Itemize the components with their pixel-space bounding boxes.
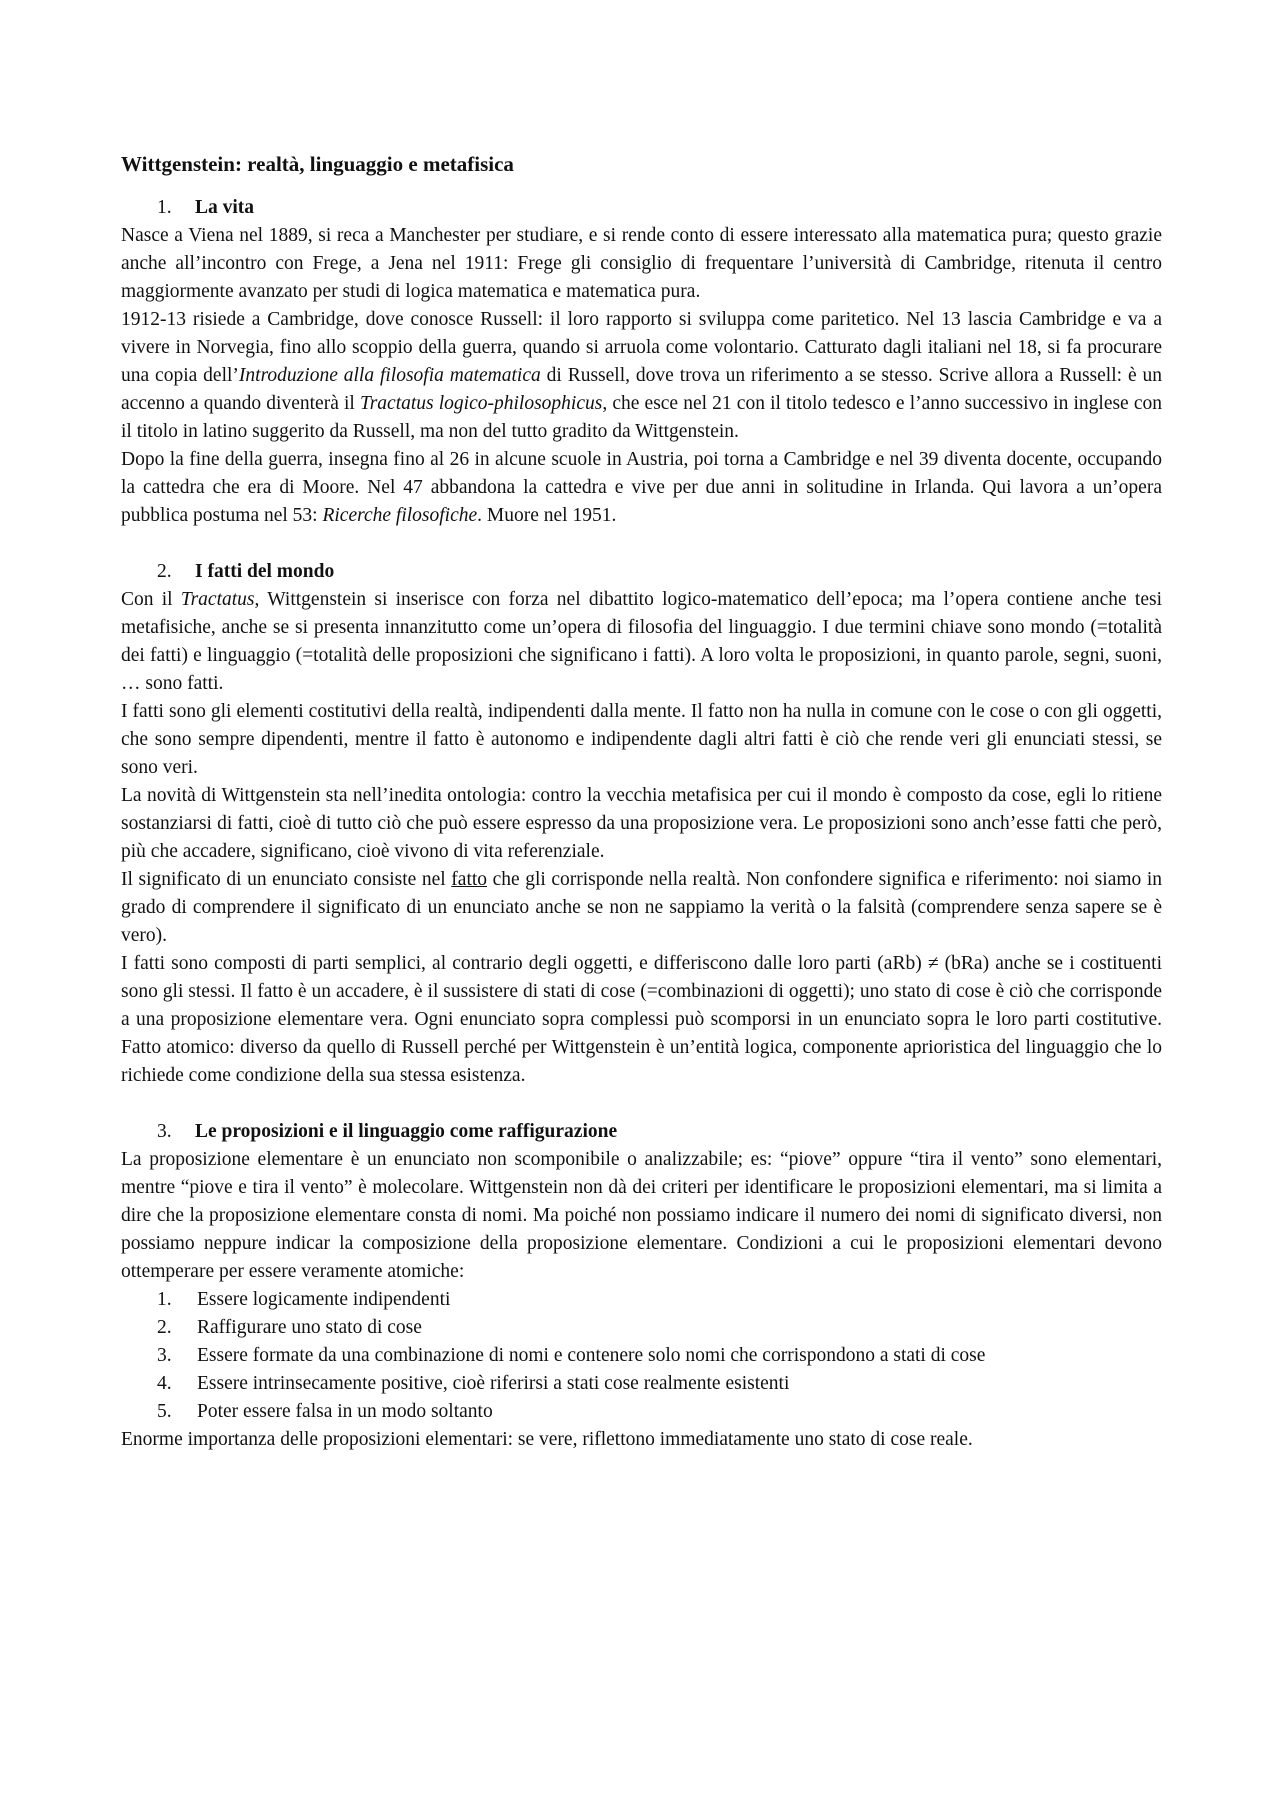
paragraph: Il significato di un enunciato consiste nel fatto che gli corrisponde nella realtà. Non confondere significa e riferimento: noi siamo in grado di comprendere il significato di un enunciato anche se non ne sappiamo la verità o la falsità (comprendere senza sapere se è vero). (121, 869, 1162, 946)
paragraph: Enorme importanza delle proposizioni elementari: se vere, riflettono immediatamente uno stato di cose reale. (121, 1429, 973, 1450)
section-number: 2. (157, 561, 172, 582)
paragraph: Con il Tractatus, Wittgenstein si inserisce con forza nel dibattito logico-matematico dell’epoca; ma l’opera contiene anche tesi metafisiche, anche se si presenta innanzitutto come un’opera di filosofia del linguaggio. I due termini chiave sono mondo (=totalità dei fatti) e linguaggio (=totalità delle proposizioni che significano i fatti). A loro volta le proposizioni, in quanto parole, segni, suoni, … sono fatti. (121, 589, 1162, 694)
paragraph: I fatti sono gli elementi costitutivi della realtà, indipendenti dalla mente. Il fatto non ha nulla in comune con le cose o con gli oggetti, che sono sempre dipendenti, mentre il fatto è autonomo e indipendente dagli altri fatti è ciò che rende veri gli enunciati stessi, se sono veri. (121, 701, 1162, 778)
section-title: I fatti del mondo (195, 561, 335, 582)
paragraph: Nasce a Viena nel 1889, si reca a Manchester per studiare, e si rende conto di essere interessato alla matematica pura; questo grazie anche all’incontro con Frege, a Jena nel 1911: Frege gli consiglio di frequentare l’università di Cambridge, ritenuta il centro maggiormente avanzato per studi di logica matematica e matematica pura. (121, 225, 1162, 302)
section-number: 3. (157, 1121, 172, 1142)
page-title: Wittgenstein: realtà, linguaggio e metafisica (121, 152, 514, 176)
list-item: 2. Raffigurare uno stato di cose (157, 1317, 422, 1338)
paragraph: 1912-13 risiede a Cambridge, dove conosce Russell: il loro rapporto si sviluppa come paritetico. Nel 13 lascia Cambridge e va a vivere in Norvegia, fino allo scoppio della guerra, quando si arruola come volontario. Catturato dagli italiani nel 18, si fa procurare una copia dell’Introduzione alla filosofia matematica di Russell, dove trova un riferimento a se stesso. Scrive allora a Russell: è un accenno a quando diventerà il Tractatus logico-philosophicus, che esce nel 21 con il titolo tedesco e l’anno successivo in inglese con il titolo in latino suggerito da Russell, ma non del tutto gradito da Wittgenstein. (121, 309, 1162, 442)
section-heading-proposizioni (121, 1118, 1162, 1146)
paragraph: I fatti sono composti di parti semplici, al contrario degli oggetti, e differiscono dalle loro parti (aRb) ≠ (bRa) anche se i costituenti sono gli stessi. Il fatto è un accadere, è il sussistere di stati di cose (=combinazioni di oggetti); uno stato di cose è ciò che corrisponde a una proposizione elementare vera. Ogni enunciato sopra complessi può scomporsi in un enunciato sopra le loro parti costitutive. Fatto atomico: diverso da quello di Russell perché per Wittgenstein è un’entità logica, componente aprioristica del linguaggio che lo richiede come condizione della sua stessa esistenza. (121, 953, 1162, 1086)
list-item: 3. Essere formate da una combinazione di nomi e contenere solo nomi che corrispondono a stati di cose (157, 1345, 986, 1366)
section-heading-la-vita (121, 194, 1162, 222)
paragraph: La novità di Wittgenstein sta nell’inedita ontologia: contro la vecchia metafisica per cui il mondo è composto da cose, egli lo ritiene sostanziarsi di fatti, cioè di tutto ciò che può essere espresso da una proposizione vera. Le proposizioni sono anch’esse fatti che però, più che accadere, significano, cioè vivono di vita referenziale. (121, 785, 1162, 862)
list-item: 1. Essere logicamente indipendenti (157, 1289, 451, 1310)
conditions-list (121, 1286, 1162, 1426)
list-item: 4. Essere intrinsecamente positive, cioè riferirsi a stati cose realmente esistenti (157, 1373, 790, 1394)
paragraph: La proposizione elementare è un enunciato non scomponibile o analizzabile; es: “piove” oppure “tira il vento” sono elementari, mentre “piove e tira il vento” è molecolare. Wittgenstein non dà dei criteri per identificare le proposizioni elementari, ma si limita a dire che la proposizione elementare consta di nomi. Ma poiché non possiamo indicare il numero dei nomi di significato diversi, non possiamo neppure indicar la composizione della proposizione elementare. Condizioni a cui le proposizioni elementari devono ottemperare per essere veramente atomiche: (121, 1149, 1162, 1282)
section-number: 1. (157, 197, 172, 218)
section-heading-i-fatti-del-mondo (121, 558, 1162, 586)
paragraph: Dopo la fine della guerra, insegna fino al 26 in alcune scuole in Austria, poi torna a Cambridge e nel 39 diventa docente, occupando la cattedra che era di Moore. Nel 47 abbandona la cattedra e vive per due anni in solitudine in Irlanda. Qui lavora a un’opera pubblica postuma nel 53: Ricerche filosofiche. Muore nel 1951. (121, 449, 1162, 526)
section-title: La vita (195, 197, 255, 218)
section-title: Le proposizioni e il linguaggio come raffigurazione (195, 1121, 618, 1142)
underlined-word: fatto (451, 869, 488, 890)
list-item: 5. Poter essere falsa in un modo soltanto (157, 1401, 493, 1422)
